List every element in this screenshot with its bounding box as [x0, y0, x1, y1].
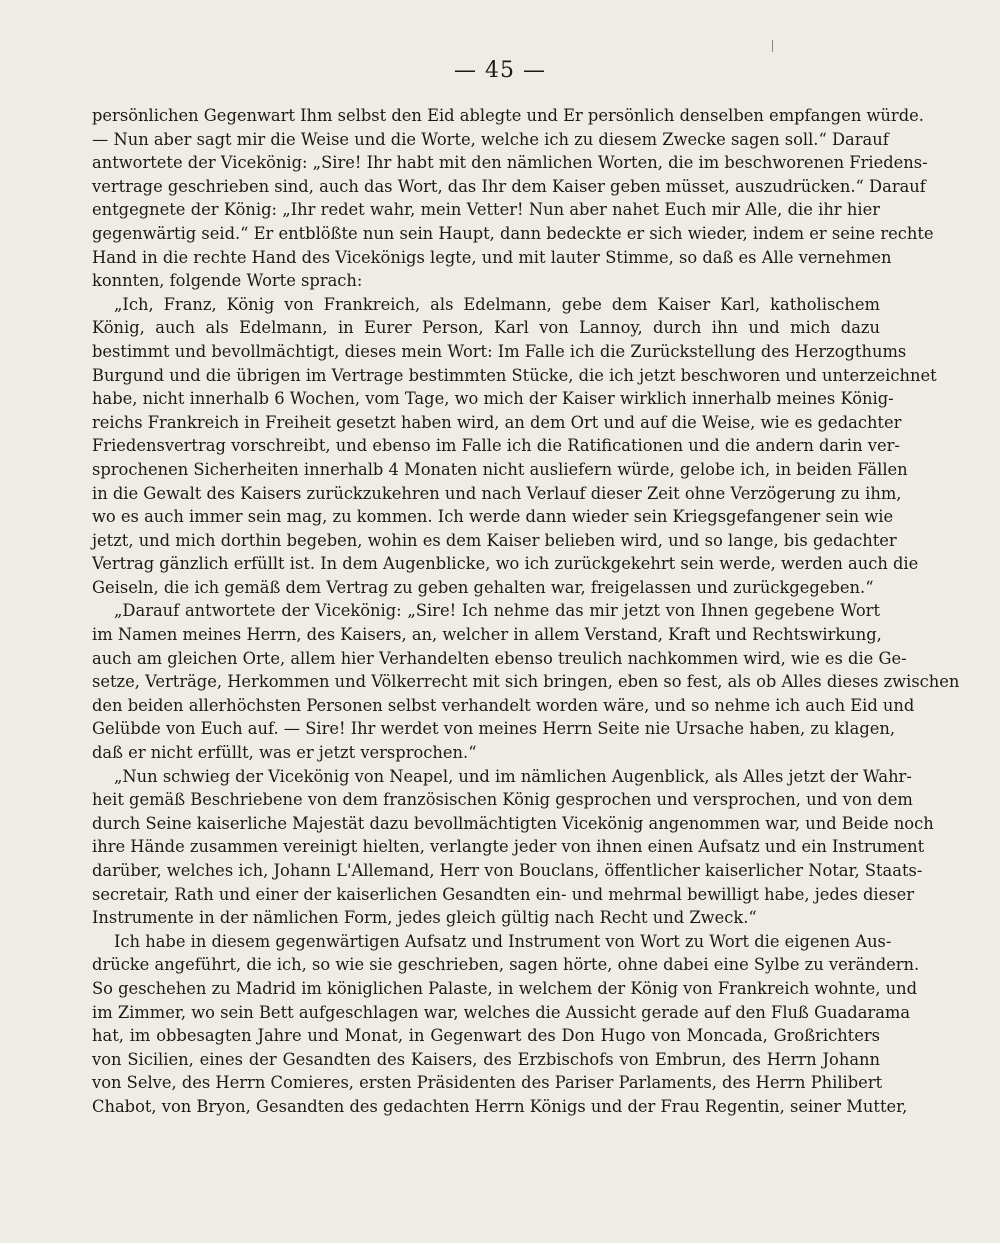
- text-line: „Ich, Franz, König von Frankreich, als Edelmann, gebe dem Kaiser Karl, katholischem: [114, 294, 880, 314]
- text-line: Instrumente in der nämlichen Form, jedes gleich gültig nach Recht und Zweck.“: [92, 908, 757, 928]
- text-line: von Selve, des Herrn Comieres, ersten Präsidenten des Pariser Parlaments, des Herrn Philibert: [92, 1073, 883, 1093]
- text-line: ihre Hände zusammen vereinigt hielten, verlangte jeder von ihnen einen Aufsatz und ein Instrument: [92, 837, 925, 857]
- text-line: antwortete der Vicekönig: „Sire! Ihr habt mit den nämlichen Worten, die im beschworenen Friedens-: [92, 153, 928, 173]
- text-line: im Zimmer, wo sein Bett aufgeschlagen war, welches die Aussicht gerade auf den Fluß Guadarama: [92, 1002, 911, 1022]
- text-line: setze, Verträge, Herkommen und Völkerrecht mit sich bringen, eben so fest, als ob Alles dieses zwischen: [92, 672, 960, 692]
- text-line: von Sicilien, eines der Gesandten des Kaisers, des Erzbischofs von Embrun, des Herrn Johann: [92, 1049, 880, 1069]
- text-line: Hand in die rechte Hand des Vicekönigs legte, und mit lauter Stimme, so daß es Alle vernehmen: [92, 247, 892, 267]
- text-line: wo es auch immer sein mag, zu kommen. Ich werde dann wieder sein Kriegsgefangener sein wie: [92, 507, 894, 527]
- text-line: hat, im obbesagten Jahre und Monat, in Gegenwart des Don Hugo von Moncada, Großrichters: [92, 1026, 880, 1046]
- text-line: secretair, Rath und einer der kaiserlichen Gesandten ein- und mehrmal bewilligt habe, jedes dieser: [92, 884, 915, 904]
- text-line: Friedensvertrag vorschreibt, und ebenso im Falle ich die Ratificationen und die andern darin ver-: [92, 436, 900, 456]
- page-number: — 45 —: [454, 58, 546, 83]
- body-text: [92, 104, 960, 1119]
- text-line: den beiden allerhöchsten Personen selbst verhandelt worden wäre, und so nehme ich auch Eid und: [92, 695, 915, 715]
- text-line: habe, nicht innerhalb 6 Wochen, vom Tage, wo mich der Kaiser wirklich innerhalb meines König-: [92, 389, 894, 409]
- text-line: „Darauf antwortete der Vicekönig: „Sire! Ich nehme das mir jetzt von Ihnen gegebene Wort: [114, 601, 880, 621]
- text-line: Gelübde von Euch auf. — Sire! Ihr werdet von meines Herrn Seite nie Ursache haben, zu klagen,: [92, 719, 896, 739]
- margin-mark: [772, 40, 773, 52]
- text-line: Chabot, von Bryon, Gesandten des gedachten Herrn Königs und der Frau Regentin, seiner Mutter,: [92, 1096, 908, 1116]
- text-line: daß er nicht erfüllt, was er jetzt versprochen.“: [92, 743, 477, 763]
- text-line: vertrage geschrieben sind, auch das Wort, das Ihr dem Kaiser geben müsset, auszudrücken.“ Darauf: [92, 176, 926, 196]
- text-line: So geschehen zu Madrid im königlichen Palaste, in welchem der König von Frankreich wohnte, und: [92, 978, 918, 998]
- text-line: Burgund und die übrigen im Vertrage bestimmten Stücke, die ich jetzt beschworen und unterzeichnet: [92, 365, 937, 385]
- text-line: bestimmt und bevollmächtigt, dieses mein Wort: Im Falle ich die Zurückstellung des Herzogthums: [92, 341, 907, 361]
- text-line: im Namen meines Herrn, des Kaisers, an, welcher in allem Verstand, Kraft und Rechtswirkung,: [92, 625, 882, 645]
- text-line: durch Seine kaiserliche Majestät dazu bevollmächtigten Vicekönig angenommen war, und Beide noch: [92, 813, 934, 833]
- text-line: Geiseln, die ich gemäß dem Vertrag zu geben gehalten war, freigelassen und zurückgegeben.“: [92, 577, 874, 597]
- text-line: darüber, welches ich, Johann L'Allemand, Herr von Bouclans, öffentlicher kaiserlicher Notar, Staats-: [92, 861, 923, 880]
- text-line: Vertrag gänzlich erfüllt ist. In dem Augenblicke, wo ich zurückgekehrt sein werde, werden auch die: [92, 554, 919, 574]
- text-line: „Nun schwieg der Vicekönig von Neapel, und im nämlichen Augenblick, als Alles jetzt der Wahr-: [114, 766, 912, 786]
- text-line: in die Gewalt des Kaisers zurückzukehren und nach Verlauf dieser Zeit ohne Verzögerung zu ihm,: [92, 483, 902, 503]
- text-line: konnten, folgende Worte sprach:: [92, 271, 363, 291]
- text-line: persönlichen Gegenwart Ihm selbst den Eid ablegte und Er persönlich denselben empfangen würde.: [92, 106, 924, 125]
- text-line: reichs Frankreich in Freiheit gesetzt haben wird, an dem Ort und auf die Weise, wie es gedachter: [92, 412, 902, 432]
- text-line: drücke angeführt, die ich, so wie sie geschrieben, sagen hörte, ohne dabei eine Sylbe zu verändern.: [92, 955, 920, 975]
- text-line: sprochenen Sicherheiten innerhalb 4 Monaten nicht ausliefern würde, gelobe ich, in beiden Fällen: [92, 459, 908, 479]
- text-line: König, auch als Edelmann, in Eurer Person, Karl von Lannoy, durch ihn und mich dazu: [92, 318, 880, 338]
- text-line: auch am gleichen Orte, allem hier Verhandelten ebenso treulich nachkommen wird, wie es die Ge-: [92, 648, 907, 668]
- text-line: entgegnete der König: „Ihr redet wahr, mein Vetter! Nun aber nahet Euch mir Alle, die ihr hier: [92, 200, 880, 220]
- text-line: Ich habe in diesem gegenwärtigen Aufsatz und Instrument von Wort zu Wort die eigenen Aus-: [114, 931, 892, 951]
- text-line: — Nun aber sagt mir die Weise und die Worte, welche ich zu diesem Zwecke sagen soll.“ Darauf: [92, 129, 889, 149]
- text-line: gegenwärtig seid.“ Er entblößte nun sein Haupt, dann bedeckte er sich wieder, indem er seine rechte: [92, 223, 934, 243]
- text-line: heit gemäß Beschriebene von dem französischen König gesprochen und versprochen, und von dem: [92, 790, 913, 810]
- text-line: jetzt, und mich dorthin begeben, wohin es dem Kaiser belieben wird, und so lange, bis gedachter: [92, 530, 897, 550]
